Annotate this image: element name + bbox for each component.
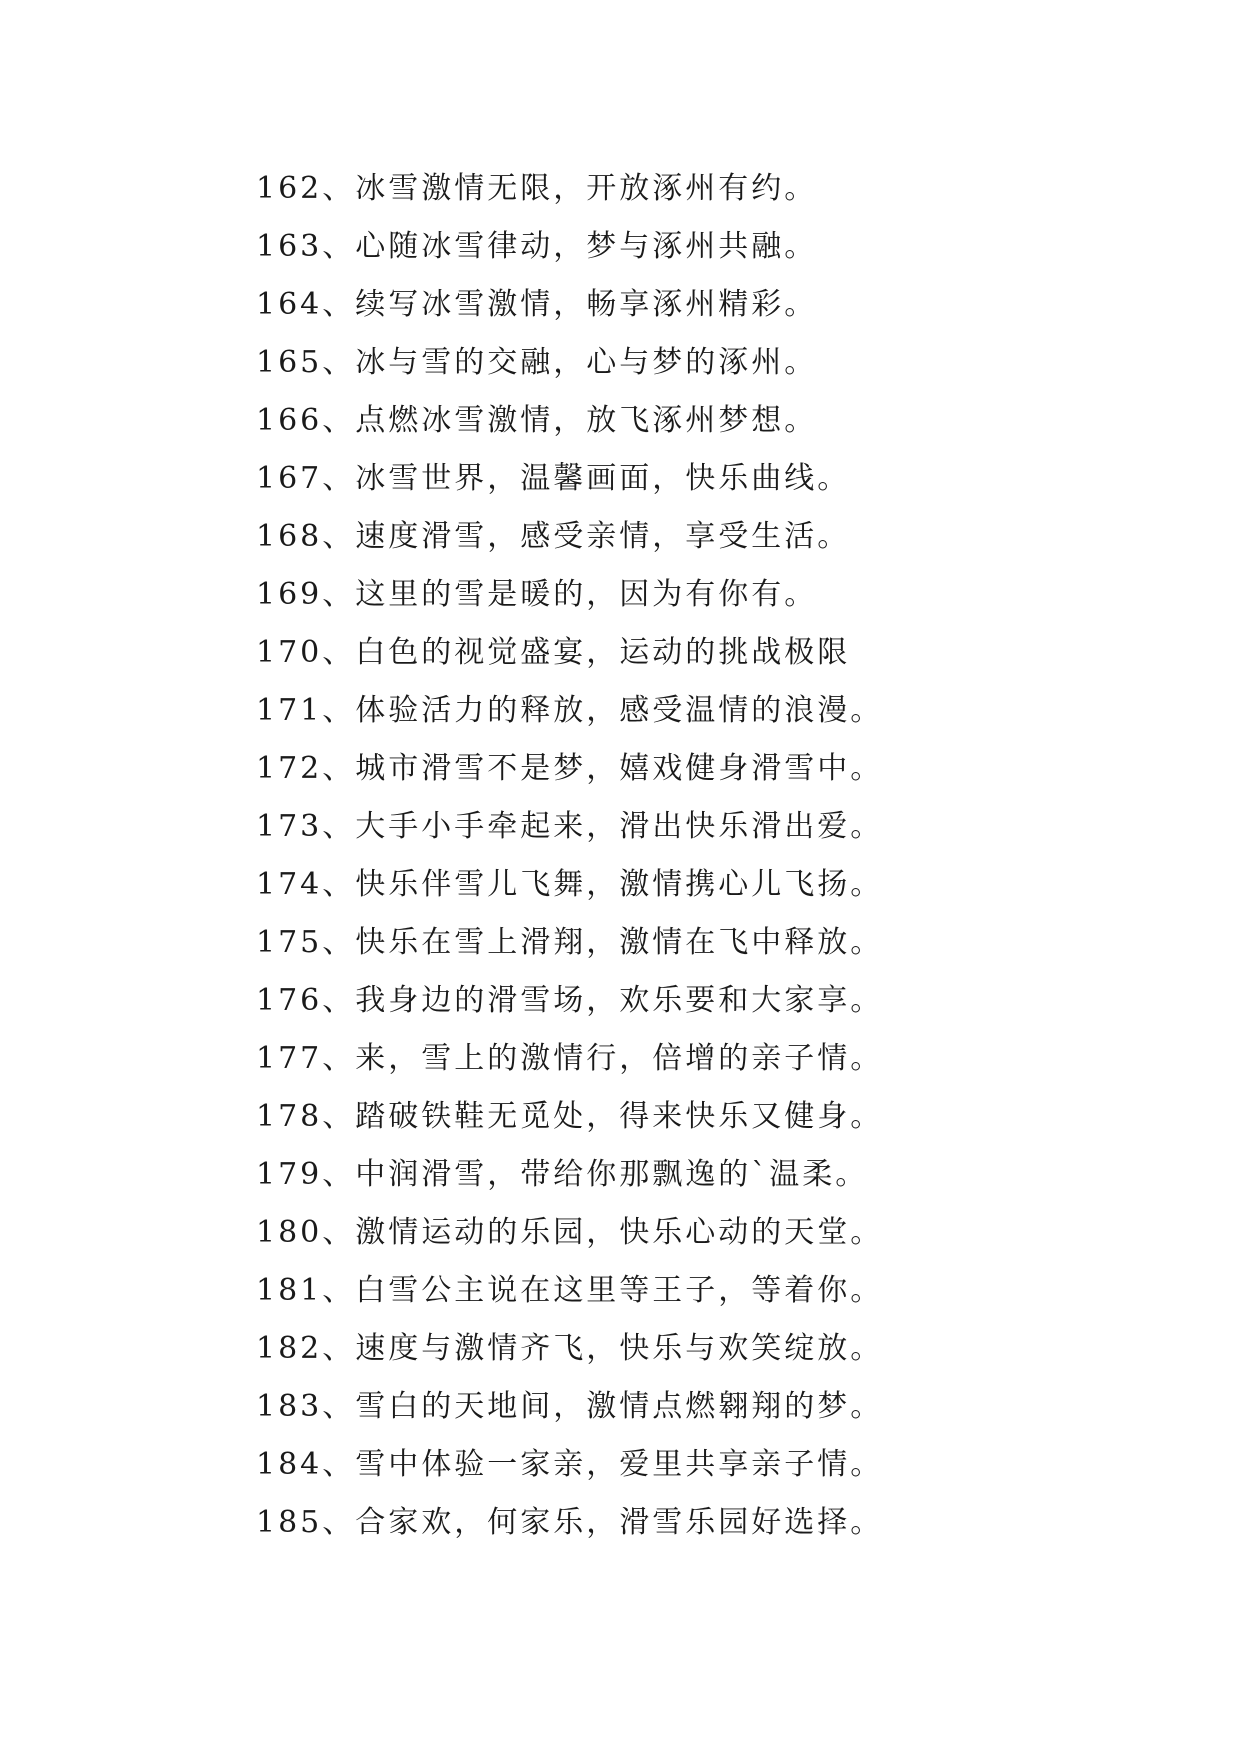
slogan-line: 163、心随冰雪律动，梦与涿州共融。 bbox=[256, 229, 818, 264]
slogan-line: 181、白雪公主说在这里等王子，等着你。 bbox=[256, 1273, 884, 1308]
slogan-list bbox=[256, 160, 1156, 1552]
slogan-line: 183、雪白的天地间，激情点燃翱翔的梦。 bbox=[256, 1389, 884, 1424]
slogan-line: 170、白色的视觉盛宴，运动的挑战极限 bbox=[256, 635, 851, 670]
slogan-line: 162、冰雪激情无限，开放涿州有约。 bbox=[256, 171, 818, 206]
slogan-line: 172、城市滑雪不是梦，嬉戏健身滑雪中。 bbox=[256, 751, 884, 786]
slogan-line: 185、合家欢，何家乐，滑雪乐园好选择。 bbox=[256, 1505, 884, 1540]
slogan-line: 179、中润滑雪，带给你那飘逸的`温柔。 bbox=[256, 1157, 869, 1192]
slogan-line: 165、冰与雪的交融，心与梦的涿州。 bbox=[256, 345, 818, 380]
slogan-line: 178、踏破铁鞋无觅处，得来快乐又健身。 bbox=[256, 1099, 884, 1134]
slogan-line: 182、速度与激情齐飞，快乐与欢笑绽放。 bbox=[256, 1331, 884, 1366]
slogan-line: 169、这里的雪是暖的，因为有你有。 bbox=[256, 577, 818, 612]
slogan-line: 180、激情运动的乐园，快乐心动的天堂。 bbox=[256, 1215, 884, 1250]
slogan-line: 164、续写冰雪激情，畅享涿州精彩。 bbox=[256, 287, 818, 322]
slogan-line: 184、雪中体验一家亲，爱里共享亲子情。 bbox=[256, 1447, 884, 1482]
slogan-line: 175、快乐在雪上滑翔，激情在飞中释放。 bbox=[256, 925, 884, 960]
slogan-line: 171、体验活力的释放，感受温情的浪漫。 bbox=[256, 693, 884, 728]
slogan-line: 168、速度滑雪，感受亲情，享受生活。 bbox=[256, 519, 851, 554]
slogan-line: 167、冰雪世界，温馨画面，快乐曲线。 bbox=[256, 461, 851, 496]
slogan-line: 177、来，雪上的激情行，倍增的亲子情。 bbox=[256, 1041, 884, 1076]
slogan-line: 166、点燃冰雪激情，放飞涿州梦想。 bbox=[256, 403, 818, 438]
slogan-line: 176、我身边的滑雪场，欢乐要和大家享。 bbox=[256, 983, 884, 1018]
slogan-line: 174、快乐伴雪儿飞舞，激情携心儿飞扬。 bbox=[256, 867, 884, 902]
slogan-line: 173、大手小手牵起来，滑出快乐滑出爱。 bbox=[256, 809, 884, 844]
